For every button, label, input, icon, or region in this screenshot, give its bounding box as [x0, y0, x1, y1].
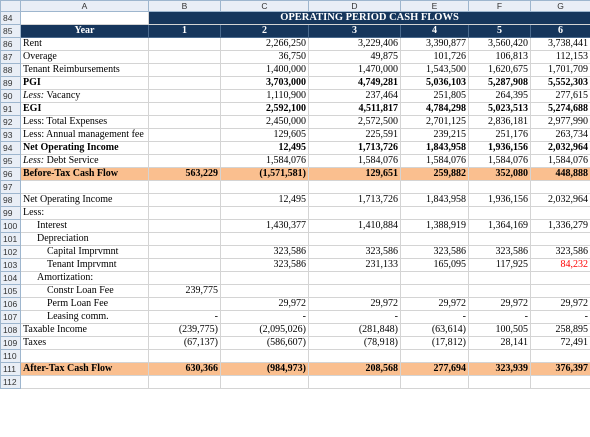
table-row	[1, 194, 590, 207]
column-header-f[interactable]: F	[469, 1, 531, 12]
value-cell[interactable]: 12,495	[221, 142, 309, 155]
row-label[interactable]: Amortization:	[21, 272, 149, 285]
value-cell[interactable]	[149, 376, 221, 389]
row-header[interactable]: 100	[1, 220, 21, 233]
year-header-5[interactable]: 5	[469, 25, 531, 38]
value-cell[interactable]: 208,568	[309, 363, 401, 376]
table-row	[1, 38, 590, 51]
value-cell[interactable]: 3,390,877	[401, 38, 469, 51]
value-cell[interactable]: 4,749,281	[309, 77, 401, 90]
column-header-e[interactable]: E	[401, 1, 469, 12]
year-label[interactable]: Year	[21, 25, 149, 38]
value-cell[interactable]: 376,397	[531, 363, 590, 376]
row-label[interactable]: Depreciation	[21, 233, 149, 246]
value-cell[interactable]: 237,464	[309, 90, 401, 103]
value-cell[interactable]: (2,095,026)	[221, 324, 309, 337]
value-cell[interactable]	[149, 233, 221, 246]
row-header[interactable]: 85	[1, 25, 21, 38]
year-header-1[interactable]: 1	[149, 25, 221, 38]
value-cell[interactable]: 165,095	[401, 259, 469, 272]
value-cell[interactable]: 1,843,958	[401, 142, 469, 155]
value-cell[interactable]	[401, 233, 469, 246]
label-prefix: Less:	[23, 90, 45, 101]
value-cell[interactable]: 1,336,279	[531, 220, 590, 233]
value-cell[interactable]: 2,450,000	[221, 116, 309, 129]
value-cell[interactable]	[309, 233, 401, 246]
value-cell[interactable]	[531, 233, 590, 246]
table-row	[1, 259, 590, 272]
value-cell[interactable]: 3,738,441	[531, 38, 590, 51]
value-cell[interactable]: 630,366	[149, 363, 221, 376]
value-cell[interactable]	[149, 194, 221, 207]
row-header[interactable]: 104	[1, 272, 21, 285]
table-row	[1, 246, 590, 259]
value-cell[interactable]	[149, 259, 221, 272]
value-cell[interactable]	[309, 350, 401, 363]
row-header[interactable]: 108	[1, 324, 21, 337]
value-cell[interactable]: (281,848)	[309, 324, 401, 337]
table-row	[1, 285, 590, 298]
value-cell[interactable]: 5,287,908	[469, 77, 531, 90]
value-cell[interactable]: 117,925	[469, 259, 531, 272]
value-cell[interactable]: 251,805	[401, 90, 469, 103]
row-header[interactable]: 90	[1, 90, 21, 103]
row-header[interactable]: 95	[1, 155, 21, 168]
value-cell[interactable]: 36,750	[221, 51, 309, 64]
label-text: Debt Service	[44, 155, 99, 166]
table-row	[1, 207, 590, 220]
sheet-title[interactable]: OPERATING PERIOD CASH FLOWS	[149, 12, 590, 25]
value-cell[interactable]: 1,364,169	[469, 220, 531, 233]
value-cell[interactable]	[221, 181, 309, 194]
value-cell[interactable]	[221, 233, 309, 246]
value-cell[interactable]: -	[149, 311, 221, 324]
value-cell[interactable]: 1,430,377	[221, 220, 309, 233]
value-cell[interactable]: 2,032,964	[531, 142, 590, 155]
value-cell[interactable]: 231,133	[309, 259, 401, 272]
value-cell[interactable]: 5,274,688	[531, 103, 590, 116]
value-cell[interactable]: 264,395	[469, 90, 531, 103]
value-cell[interactable]: 323,586	[221, 259, 309, 272]
row-header[interactable]: 105	[1, 285, 21, 298]
value-cell[interactable]	[149, 103, 221, 116]
value-cell[interactable]: 2,032,964	[531, 194, 590, 207]
value-cell[interactable]	[221, 207, 309, 220]
value-cell[interactable]: -	[309, 311, 401, 324]
value-cell[interactable]: (63,614)	[401, 324, 469, 337]
value-cell[interactable]: 323,939	[469, 363, 531, 376]
value-cell[interactable]	[221, 350, 309, 363]
row-header[interactable]: 89	[1, 77, 21, 90]
value-cell[interactable]: 5,036,103	[401, 77, 469, 90]
row-header[interactable]: 110	[1, 350, 21, 363]
value-cell[interactable]: 49,875	[309, 51, 401, 64]
value-cell[interactable]: 258,895	[531, 324, 590, 337]
value-cell[interactable]	[531, 285, 590, 298]
table-row	[1, 363, 590, 376]
table-row	[1, 77, 590, 90]
value-cell[interactable]: 3,560,420	[469, 38, 531, 51]
value-cell[interactable]: 129,651	[309, 168, 401, 181]
row-label[interactable]: Taxes	[21, 337, 149, 350]
value-cell[interactable]: 100,505	[469, 324, 531, 337]
value-cell[interactable]: 29,972	[469, 298, 531, 311]
row-label[interactable]: EGI	[21, 103, 149, 116]
value-cell[interactable]: (586,607)	[221, 337, 309, 350]
value-cell[interactable]	[149, 142, 221, 155]
value-cell[interactable]: 1,584,076	[309, 155, 401, 168]
value-cell[interactable]: 323,586	[401, 246, 469, 259]
value-cell[interactable]: 1,470,000	[309, 64, 401, 77]
value-cell[interactable]: 12,495	[221, 194, 309, 207]
table-row	[1, 155, 590, 168]
row-label[interactable]: Before-Tax Cash Flow	[21, 168, 149, 181]
value-cell[interactable]: 1,584,076	[221, 155, 309, 168]
value-cell[interactable]: 263,734	[531, 129, 590, 142]
value-cell[interactable]	[469, 350, 531, 363]
title-row	[1, 12, 590, 25]
row-label[interactable]: Net Operating Income	[21, 194, 149, 207]
value-cell[interactable]: 1,713,726	[309, 142, 401, 155]
value-cell[interactable]	[531, 350, 590, 363]
value-cell[interactable]	[221, 272, 309, 285]
value-cell[interactable]: 239,215	[401, 129, 469, 142]
label-prefix: Less:	[23, 155, 45, 166]
value-cell[interactable]	[469, 285, 531, 298]
grid-body	[1, 1, 590, 389]
value-cell[interactable]	[149, 90, 221, 103]
row-label[interactable]: Less:	[21, 207, 149, 220]
year-header-4[interactable]: 4	[401, 25, 469, 38]
value-cell[interactable]: 101,726	[401, 51, 469, 64]
row-header[interactable]: 86	[1, 38, 21, 51]
value-cell[interactable]	[469, 181, 531, 194]
value-cell[interactable]: 1,388,919	[401, 220, 469, 233]
value-cell[interactable]	[531, 376, 590, 389]
value-cell[interactable]: 277,615	[531, 90, 590, 103]
table-row	[1, 376, 590, 389]
row-label[interactable]: Constr Loan Fee	[21, 285, 149, 298]
row-label[interactable]: Rent	[21, 38, 149, 51]
row-label[interactable]: Capital Imprvmnt	[21, 246, 149, 259]
value-cell[interactable]: 84,232	[531, 259, 590, 272]
row-label[interactable]: Perm Loan Fee	[21, 298, 149, 311]
column-header-c[interactable]: C	[221, 1, 309, 12]
row-header[interactable]: 87	[1, 51, 21, 64]
value-cell[interactable]	[531, 181, 590, 194]
year-header-6[interactable]: 6	[531, 25, 590, 38]
value-cell[interactable]	[469, 207, 531, 220]
row-header[interactable]: 102	[1, 246, 21, 259]
value-cell[interactable]: 2,592,100	[221, 103, 309, 116]
value-cell[interactable]	[149, 220, 221, 233]
year-header-2[interactable]: 2	[221, 25, 309, 38]
row-header[interactable]: 98	[1, 194, 21, 207]
table-row	[1, 324, 590, 337]
table-row	[1, 129, 590, 142]
table-row	[1, 168, 590, 181]
value-cell[interactable]: 2,701,125	[401, 116, 469, 129]
value-cell[interactable]: 72,491	[531, 337, 590, 350]
cell[interactable]	[21, 12, 149, 25]
column-header-b[interactable]: B	[149, 1, 221, 12]
year-header-row	[1, 25, 590, 38]
row-label[interactable]	[21, 90, 149, 103]
value-cell[interactable]: -	[469, 311, 531, 324]
value-cell[interactable]: 323,586	[221, 246, 309, 259]
value-cell[interactable]: 28,141	[469, 337, 531, 350]
value-cell[interactable]: 352,080	[469, 168, 531, 181]
value-cell[interactable]: 3,229,406	[309, 38, 401, 51]
value-cell[interactable]	[309, 181, 401, 194]
value-cell[interactable]	[531, 207, 590, 220]
row-header[interactable]: 84	[1, 12, 21, 25]
year-header-3[interactable]: 3	[309, 25, 401, 38]
value-cell[interactable]	[309, 285, 401, 298]
row-label[interactable]: Net Operating Income	[21, 142, 149, 155]
value-cell[interactable]	[149, 155, 221, 168]
value-cell[interactable]: (1,571,581)	[221, 168, 309, 181]
column-header-d[interactable]: D	[309, 1, 401, 12]
value-cell[interactable]	[149, 38, 221, 51]
value-cell[interactable]	[221, 285, 309, 298]
value-cell[interactable]: 251,176	[469, 129, 531, 142]
value-cell[interactable]: 259,882	[401, 168, 469, 181]
value-cell[interactable]: (17,812)	[401, 337, 469, 350]
row-header[interactable]: 103	[1, 259, 21, 272]
row-header[interactable]: 93	[1, 129, 21, 142]
value-cell[interactable]: 1,584,076	[531, 155, 590, 168]
table-row	[1, 116, 590, 129]
value-cell[interactable]: 1,620,675	[469, 64, 531, 77]
value-cell[interactable]	[401, 376, 469, 389]
value-cell[interactable]: 277,694	[401, 363, 469, 376]
value-cell[interactable]: (67,137)	[149, 337, 221, 350]
value-cell[interactable]: 1,713,726	[309, 194, 401, 207]
row-label[interactable]	[21, 181, 149, 194]
value-cell[interactable]: 5,023,513	[469, 103, 531, 116]
value-cell[interactable]	[401, 207, 469, 220]
row-header[interactable]: 109	[1, 337, 21, 350]
value-cell[interactable]: 1,584,076	[401, 155, 469, 168]
table-row	[1, 181, 590, 194]
value-cell[interactable]	[221, 376, 309, 389]
value-cell[interactable]: 1,400,000	[221, 64, 309, 77]
row-label[interactable]: PGI	[21, 77, 149, 90]
value-cell[interactable]: 2,977,990	[531, 116, 590, 129]
value-cell[interactable]	[309, 376, 401, 389]
value-cell[interactable]: (78,918)	[309, 337, 401, 350]
row-label[interactable]: Interest	[21, 220, 149, 233]
value-cell[interactable]: 3,703,000	[221, 77, 309, 90]
row-label[interactable]: Taxable Income	[21, 324, 149, 337]
table-row	[1, 298, 590, 311]
row-header[interactable]: 88	[1, 64, 21, 77]
row-header[interactable]: 112	[1, 376, 21, 389]
value-cell[interactable]: 1,936,156	[469, 142, 531, 155]
row-header[interactable]: 107	[1, 311, 21, 324]
table-row	[1, 142, 590, 155]
row-header[interactable]: 91	[1, 103, 21, 116]
value-cell[interactable]: 323,586	[469, 246, 531, 259]
row-label[interactable]	[21, 350, 149, 363]
value-cell[interactable]: 29,972	[309, 298, 401, 311]
value-cell[interactable]: 1,843,958	[401, 194, 469, 207]
value-cell[interactable]: 29,972	[401, 298, 469, 311]
value-cell[interactable]	[149, 51, 221, 64]
column-header-a[interactable]: A	[21, 1, 149, 12]
value-cell[interactable]	[149, 246, 221, 259]
value-cell[interactable]: -	[531, 311, 590, 324]
row-label[interactable]: Tenant Imprvmnt	[21, 259, 149, 272]
row-label[interactable]	[21, 155, 149, 168]
value-cell[interactable]: 129,605	[221, 129, 309, 142]
row-label[interactable]: Less: Annual management fee	[21, 129, 149, 142]
value-cell[interactable]	[149, 298, 221, 311]
value-cell[interactable]: -	[401, 311, 469, 324]
value-cell[interactable]: 225,591	[309, 129, 401, 142]
table-row	[1, 233, 590, 246]
table-row	[1, 103, 590, 116]
value-cell[interactable]	[531, 272, 590, 285]
row-label[interactable]: After-Tax Cash Flow	[21, 363, 149, 376]
value-cell[interactable]: 323,586	[309, 246, 401, 259]
value-cell[interactable]: (984,973)	[221, 363, 309, 376]
value-cell[interactable]	[149, 350, 221, 363]
row-label[interactable]	[21, 376, 149, 389]
value-cell[interactable]	[401, 285, 469, 298]
value-cell[interactable]: 1,936,156	[469, 194, 531, 207]
column-header-row	[1, 1, 590, 12]
row-header[interactable]: 99	[1, 207, 21, 220]
value-cell[interactable]: 29,972	[221, 298, 309, 311]
value-cell[interactable]: 5,552,303	[531, 77, 590, 90]
value-cell[interactable]	[149, 181, 221, 194]
value-cell[interactable]	[149, 77, 221, 90]
value-cell[interactable]: 4,784,298	[401, 103, 469, 116]
value-cell[interactable]: 1,110,900	[221, 90, 309, 103]
value-cell[interactable]: 112,153	[531, 51, 590, 64]
value-cell[interactable]: 1,543,500	[401, 64, 469, 77]
value-cell[interactable]: 1,410,884	[309, 220, 401, 233]
value-cell[interactable]	[469, 376, 531, 389]
column-header-g[interactable]: G	[531, 1, 590, 12]
value-cell[interactable]: 1,584,076	[469, 155, 531, 168]
table-row	[1, 64, 590, 77]
value-cell[interactable]: 448,888	[531, 168, 590, 181]
value-cell[interactable]	[309, 272, 401, 285]
value-cell[interactable]	[401, 272, 469, 285]
value-cell[interactable]: 2,266,250	[221, 38, 309, 51]
value-cell[interactable]	[401, 181, 469, 194]
label-text: Vacancy	[44, 90, 81, 101]
table-row	[1, 311, 590, 324]
value-cell[interactable]	[309, 207, 401, 220]
value-cell[interactable]: 2,836,181	[469, 116, 531, 129]
value-cell[interactable]	[149, 207, 221, 220]
row-label[interactable]: Less: Total Expenses	[21, 116, 149, 129]
value-cell[interactable]	[149, 116, 221, 129]
value-cell[interactable]	[149, 64, 221, 77]
value-cell[interactable]	[469, 272, 531, 285]
value-cell[interactable]	[401, 350, 469, 363]
row-header[interactable]: 94	[1, 142, 21, 155]
value-cell[interactable]: 563,229	[149, 168, 221, 181]
row-header[interactable]: 92	[1, 116, 21, 129]
table-row	[1, 350, 590, 363]
select-all-corner[interactable]	[1, 1, 21, 12]
row-header[interactable]: 101	[1, 233, 21, 246]
value-cell[interactable]	[469, 233, 531, 246]
value-cell[interactable]: 1,701,709	[531, 64, 590, 77]
value-cell[interactable]: 106,813	[469, 51, 531, 64]
value-cell[interactable]: 2,572,500	[309, 116, 401, 129]
table-row	[1, 272, 590, 285]
table-row	[1, 90, 590, 103]
row-header[interactable]: 96	[1, 168, 21, 181]
table-row	[1, 337, 590, 350]
value-cell[interactable]: 323,586	[531, 246, 590, 259]
value-cell[interactable]: (239,775)	[149, 324, 221, 337]
row-header[interactable]: 106	[1, 298, 21, 311]
row-label[interactable]: Overage	[21, 51, 149, 64]
value-cell[interactable]	[149, 272, 221, 285]
value-cell[interactable]: 239,775	[149, 285, 221, 298]
row-label[interactable]: Leasing comm.	[21, 311, 149, 324]
value-cell[interactable]: 4,511,817	[309, 103, 401, 116]
value-cell[interactable]	[149, 129, 221, 142]
row-header[interactable]: 111	[1, 363, 21, 376]
row-label[interactable]: Tenant Reimbursements	[21, 64, 149, 77]
value-cell[interactable]: -	[221, 311, 309, 324]
table-row	[1, 51, 590, 64]
row-header[interactable]: 97	[1, 181, 21, 194]
table-row	[1, 220, 590, 233]
value-cell[interactable]: 29,972	[531, 298, 590, 311]
